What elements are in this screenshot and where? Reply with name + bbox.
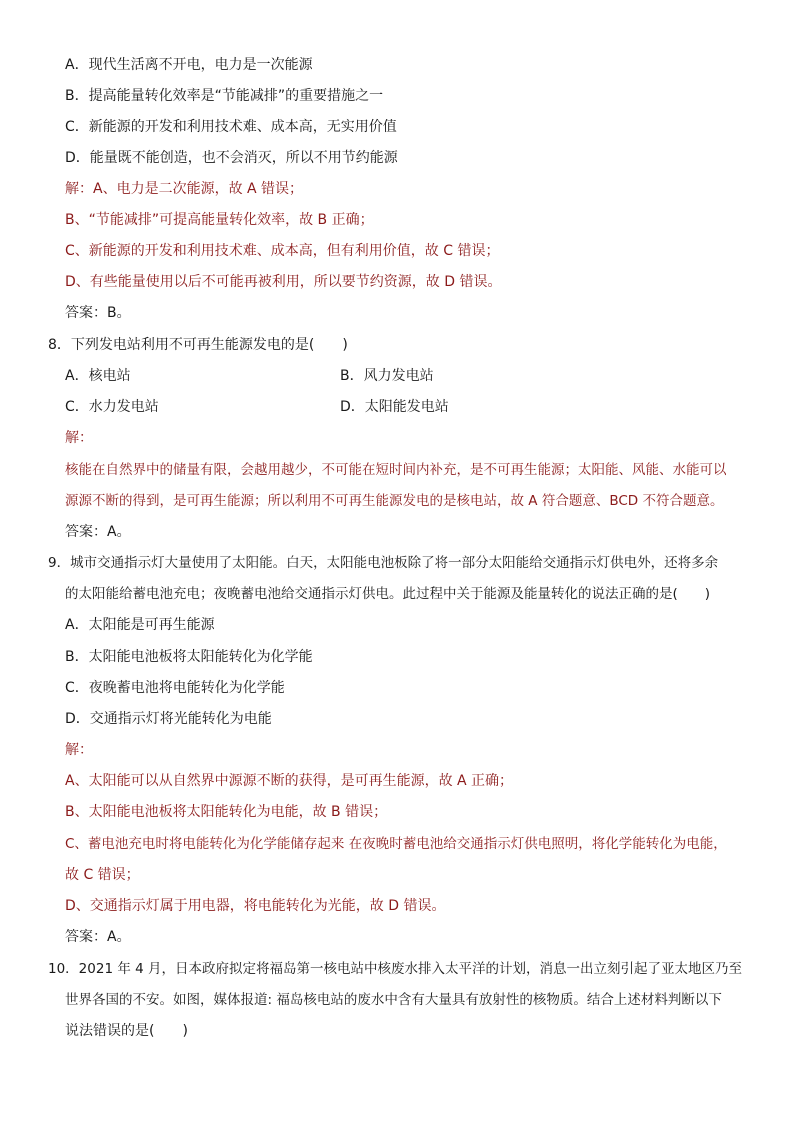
q9-solution-line: B、太阳能电池板将太阳能转化为电能，故 B 错误； [65,804,388,820]
q7-solution-line: D、有些能量使用以后不可能再被利用，所以要节约资源，故 D 错误。 [65,274,502,290]
q9-solution-line: D、交通指示灯属于用电器，将电能转化为光能，故 D 错误。 [65,898,446,914]
q7-option-c: C．新能源的开发和利用技术难、成本高，无实用价值 [65,119,397,135]
q8-solution-line: 源源不断的得到，是可再生能源；所以利用不可再生能源发电的是核电站，故 A 符合题意、BCD 不符合题意。 [65,493,724,509]
q9-solution-line: A、太阳能可以从自然界中源源不断的获得，是可再生能源，故 A 正确； [65,773,514,789]
q7-solution-line: B、“节能减排”可提高能量转化效率，故 B 正确； [65,212,374,228]
q7-solution-line: 解：A、电力是二次能源，故 A 错误； [65,181,304,197]
q9-option-a: A．太阳能是可再生能源 [65,617,215,633]
q10-question-line: 说法错误的是( ) [65,1023,188,1039]
q9-question-line: 9．城市交通指示灯大量使用了太阳能。白天，太阳能电池板除了将一部分太阳能给交通指示灯供电外，还将多余 [48,555,719,571]
q10-question-line: 10．2021 年 4 月，日本政府拟定将福岛第一核电站中核废水排入太平洋的计划，消息一出立刻引起了亚太地区乃至 [48,961,742,977]
q8-option-a: A．核电站 [65,368,131,384]
q8-option-d: D．太阳能发电站 [340,399,449,415]
q8-solution-line: 核能在自然界中的储量有限，会越用越少，不可能在短时间内补充，是不可再生能源；太阳能、风能、水能可以 [65,462,727,478]
q9-solution-label: 解： [65,742,93,758]
q7-answer: 答案：B。 [65,305,131,321]
q9-solution-line: 故 C 错误； [65,867,140,883]
q7-option-d: D．能量既不能创造，也不会消灭，所以不用节约能源 [65,150,398,166]
q9-solution-line: C、蓄电池充电时将电能转化为化学能储存起来 在夜晚时蓄电池给交通指示灯供电照明，将化学能转化为电能， [65,836,727,852]
q9-option-b: B．太阳能电池板将太阳能转化为化学能 [65,649,313,665]
q8-question: 8．下列发电站利用不可再生能源发电的是( ) [48,337,348,353]
q7-option-a: A．现代生活离不开电，电力是一次能源 [65,57,313,73]
q8-option-b: B．风力发电站 [340,368,434,384]
q8-answer: 答案：A。 [65,524,131,540]
q9-answer: 答案：A。 [65,929,131,945]
q10-question-line: 世界各国的不安。如图，媒体报道: 福岛核电站的废水中含有大量具有放射性的核物质。结合上述材料判断以下 [65,992,722,1008]
q8-solution-label: 解： [65,430,93,446]
q8-option-c: C．水力发电站 [65,399,159,415]
q9-option-d: D．交通指示灯将光能转化为电能 [65,711,272,727]
q9-question-line: 的太阳能给蓄电池充电；夜晚蓄电池给交通指示灯供电。此过程中关于能源及能量转化的说法正确的是( ) [65,586,711,602]
q9-option-c: C．夜晚蓄电池将电能转化为化学能 [65,680,285,696]
q7-solution-line: C、新能源的开发和利用技术难、成本高，但有利用价值，故 C 错误； [65,243,500,259]
q7-option-b: B．提高能量转化效率是“节能减排”的重要措施之一 [65,88,384,104]
